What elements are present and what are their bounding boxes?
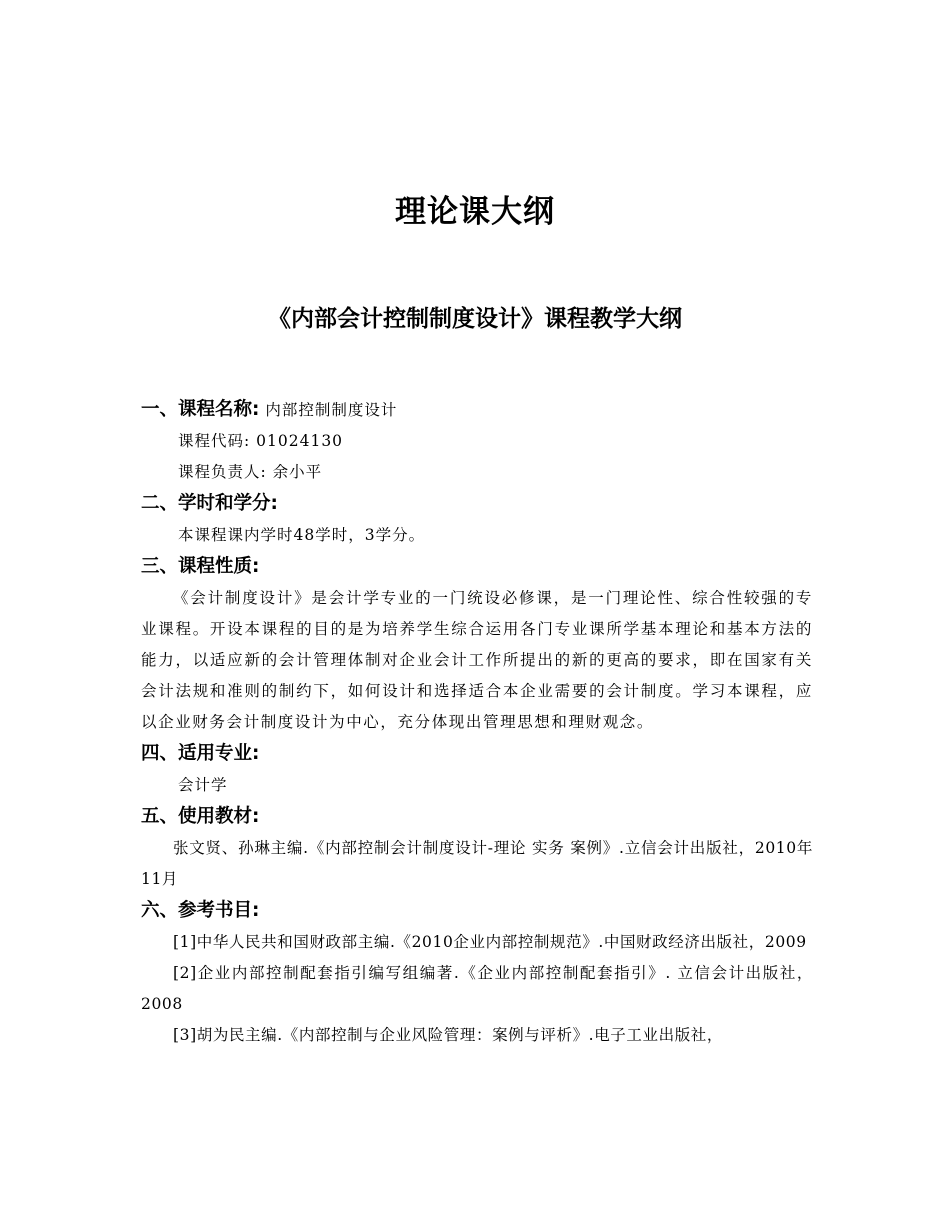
section-heading: 一、课程名称: bbox=[141, 399, 260, 420]
page-title: 理论课大纲 bbox=[395, 194, 555, 230]
section-course-name bbox=[141, 394, 813, 426]
course-code-line: 课程代码: 01024130 bbox=[178, 432, 344, 450]
course-name-value: 内部控制制度设计 bbox=[265, 401, 398, 419]
reference-item: [3]胡为民主编.《内部控制与企业风险管理：案例与评析》.电子工业出版社， bbox=[173, 1026, 724, 1044]
course-nature-paragraph: 《会计制度设计》是会计学专业的一门统设必修课，是一门理论性、综合性较强的专业课程。开设本课程的目的是为培养学生综合运用各门专业课所学基本理论和基本方法的能力，以适应新的会计管理体制对企业会计工作所提出的新的更高的要求，即在国家有关会计法规和准则的制约下，如何设计和选择适合本企业需要的会计制度。学习本课程，应以企业财务会计制度设计为中心，充分体现出管理思想和理财观念。 bbox=[141, 589, 813, 731]
syllabus-body bbox=[141, 394, 813, 1051]
syllabus-title: 《内部会计控制制度设计》课程教学大纲 bbox=[268, 306, 682, 332]
section-heading-course-nature: 三、课程性质: bbox=[141, 556, 260, 577]
section-heading-applicable-major: 四、适用专业: bbox=[141, 743, 260, 764]
textbook-paragraph: 张文贤、孙琳主编.《内部控制会计制度设计-理论 实务 案例》.立信会计出版社，2010年11月 bbox=[141, 839, 813, 888]
section-heading-textbook: 五、使用教材: bbox=[141, 806, 260, 827]
applicable-major-text: 会计学 bbox=[178, 776, 228, 794]
reference-item: [2]企业内部控制配套指引编写组编著.《企业内部控制配套指引》. 立信会计出版社，2008 bbox=[141, 964, 813, 1013]
hours-credits-text: 本课程课内学时48学时，3学分。 bbox=[178, 526, 426, 544]
section-heading-hours-credits: 二、学时和学分: bbox=[141, 493, 278, 514]
section-heading-references: 六、参考书目: bbox=[141, 900, 260, 921]
reference-item: [1]中华人民共和国财政部主编.《2010企业内部控制规范》.中国财政经济出版社，2009 bbox=[173, 933, 807, 951]
course-owner-line: 课程负责人: 余小平 bbox=[178, 463, 323, 481]
